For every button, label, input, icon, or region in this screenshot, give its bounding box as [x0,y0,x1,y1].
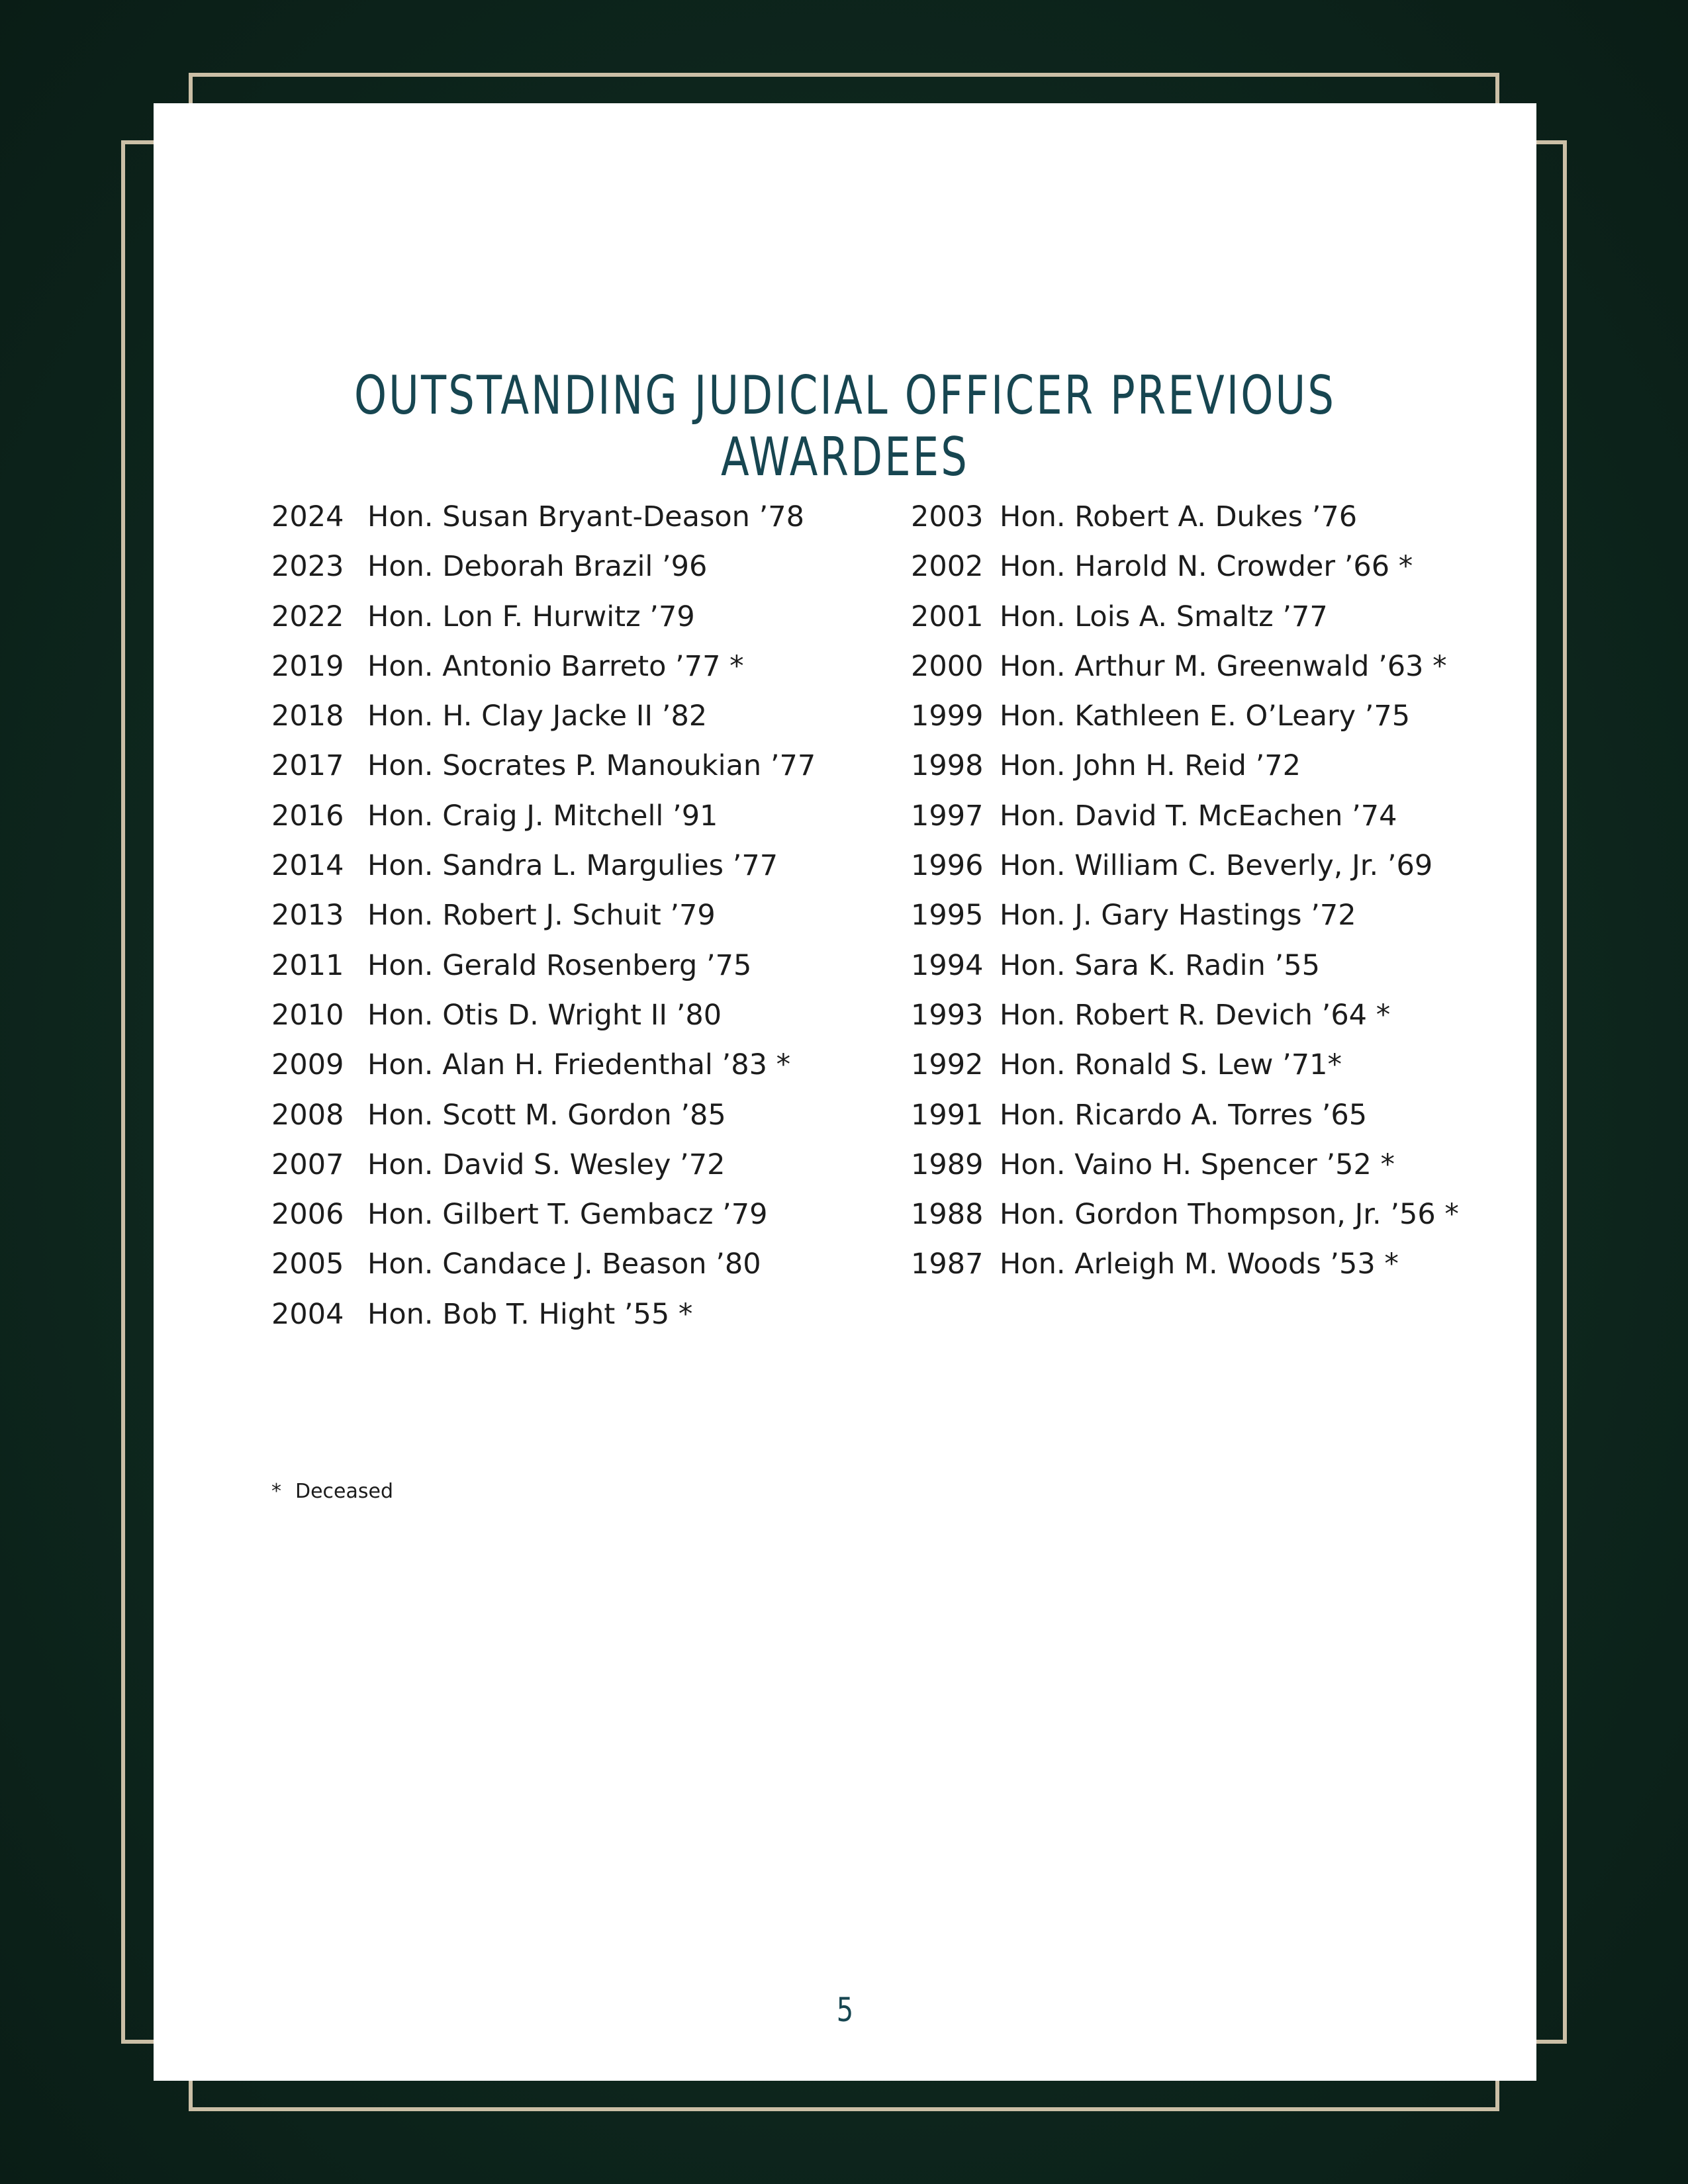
awardee-row [271,941,867,991]
awardee-name: Hon. Socrates P. Manoukian ’77 [367,749,816,783]
awardee-row [911,542,1507,592]
awardee-name: Hon. David T. McEachen ’74 [1000,799,1397,833]
awardee-name: Hon. Deborah Brazil ’96 [367,550,708,584]
awardee-name: Hon. Arthur M. Greenwald ’63 * [1000,649,1447,683]
award-year: 2002 [911,550,984,584]
awardee-name: Hon. Ricardo A. Torres ’65 [1000,1098,1368,1132]
awardee-row [271,1140,867,1190]
awardee-row [911,741,1507,791]
award-year: 2001 [911,600,984,633]
awardee-name: Hon. William C. Beverly, Jr. ’69 [1000,849,1433,883]
awardee-name: Hon. Vaino H. Spencer ’52 * [1000,1148,1395,1181]
awardee-name: Hon. Robert J. Schuit ’79 [367,899,716,933]
awardee-name: Hon. Antonio Barreto ’77 * [367,649,744,683]
award-year: 2017 [271,749,344,783]
awardee-row [911,841,1507,891]
page-title: OUTSTANDING JUDICIAL OFFICER PREVIOUS AWARDEES [353,365,1336,488]
awardee-name: Hon. Candace J. Beason ’80 [367,1248,761,1281]
awardee-row [271,692,867,741]
award-year: 1996 [911,849,984,883]
award-year: 2019 [271,649,344,683]
award-year: 2007 [271,1148,344,1181]
awardee-row [911,991,1507,1040]
awardee-row [911,1140,1507,1190]
award-year: 2024 [271,500,344,533]
award-year: 2016 [271,799,344,833]
award-year: 2008 [271,1098,344,1132]
awardee-row [911,792,1507,841]
footnote [271,1480,393,1503]
awardee-row [271,991,867,1040]
awardee-name: Hon. Lon F. Hurwitz ’79 [367,600,695,633]
awardee-list-left [271,492,867,1340]
awardee-row [911,1190,1507,1240]
awardee-row [911,642,1507,692]
awardee-row [911,492,1507,542]
awardee-name: Hon. Gordon Thompson, Jr. ’56 * [1000,1198,1459,1232]
award-year: 1999 [911,700,984,733]
award-year: 2018 [271,700,344,733]
awardee-row [271,841,867,891]
awardee-row [271,492,867,542]
awardee-name: Hon. Alan H. Friedenthal ’83 * [367,1048,791,1082]
awardee-row [911,1240,1507,1289]
award-year: 2023 [271,550,344,584]
awardee-name: Hon. J. Gary Hastings ’72 [1000,899,1356,933]
awardee-name: Hon. Sandra L. Margulies ’77 [367,849,778,883]
awardee-row [911,592,1507,642]
award-year: 1991 [911,1098,984,1132]
awardee-row [271,891,867,940]
awardee-row [271,1190,867,1240]
awardee-list-right [911,492,1507,1290]
awardee-name: Hon. Robert A. Dukes ’76 [1000,500,1358,533]
page-number: 5 [836,1991,854,2029]
awardee-name: Hon. John H. Reid ’72 [1000,749,1301,783]
footnote-text: Deceased [295,1480,394,1503]
award-year: 1987 [911,1248,984,1281]
award-year: 2003 [911,500,984,533]
award-year: 1995 [911,899,984,933]
awardee-row [271,542,867,592]
award-year: 2006 [271,1198,344,1232]
award-year: 1993 [911,998,984,1032]
award-year: 1988 [911,1198,984,1232]
awardee-row [271,1040,867,1090]
awardee-name: Hon. Craig J. Mitchell ’91 [367,799,718,833]
award-year: 1994 [911,948,984,982]
award-year: 2014 [271,849,344,883]
awardee-row [911,692,1507,741]
awardee-name: Hon. Sara K. Radin ’55 [1000,948,1320,982]
awardee-name: Hon. Ronald S. Lew ’71* [1000,1048,1342,1082]
awardee-row [271,592,867,642]
awardee-name: Hon. Bob T. Hight ’55 * [367,1297,693,1331]
award-year: 1992 [911,1048,984,1082]
awardee-row [271,1290,867,1340]
award-year: 1998 [911,749,984,783]
award-year: 2005 [271,1248,344,1281]
award-year: 2022 [271,600,344,633]
awardee-name: Hon. Otis D. Wright II ’80 [367,998,722,1032]
award-year: 1997 [911,799,984,833]
awardee-name: Hon. Scott M. Gordon ’85 [367,1098,726,1132]
awardee-row [911,941,1507,991]
awardee-name: Hon. Kathleen E. O’Leary ’75 [1000,700,1411,733]
award-year: 2000 [911,649,984,683]
awardee-row [271,642,867,692]
document-page [154,103,1536,2081]
awardee-row [271,1091,867,1140]
awardee-name: Hon. Susan Bryant-Deason ’78 [367,500,804,533]
awardee-row [911,1040,1507,1090]
awardee-name: Hon. Gilbert T. Gembacz ’79 [367,1198,768,1232]
awardee-row [271,741,867,791]
award-year: 2010 [271,998,344,1032]
award-year: 2011 [271,948,344,982]
awardee-name: Hon. Lois A. Smaltz ’77 [1000,600,1328,633]
awardee-row [271,1240,867,1289]
footnote-symbol: * [271,1480,281,1503]
awardee-name: Hon. Robert R. Devich ’64 * [1000,998,1391,1032]
awardee-row [911,1091,1507,1140]
award-year: 1989 [911,1148,984,1181]
award-year: 2009 [271,1048,344,1082]
awardee-row [271,792,867,841]
award-year: 2004 [271,1297,344,1331]
awardee-name: Hon. Gerald Rosenberg ’75 [367,948,752,982]
award-year: 2013 [271,899,344,933]
awardee-name: Hon. David S. Wesley ’72 [367,1148,726,1181]
awardee-name: Hon. Arleigh M. Woods ’53 * [1000,1248,1399,1281]
awardee-name: Hon. H. Clay Jacke II ’82 [367,700,708,733]
awardee-row [911,891,1507,940]
awardee-name: Hon. Harold N. Crowder ’66 * [1000,550,1413,584]
